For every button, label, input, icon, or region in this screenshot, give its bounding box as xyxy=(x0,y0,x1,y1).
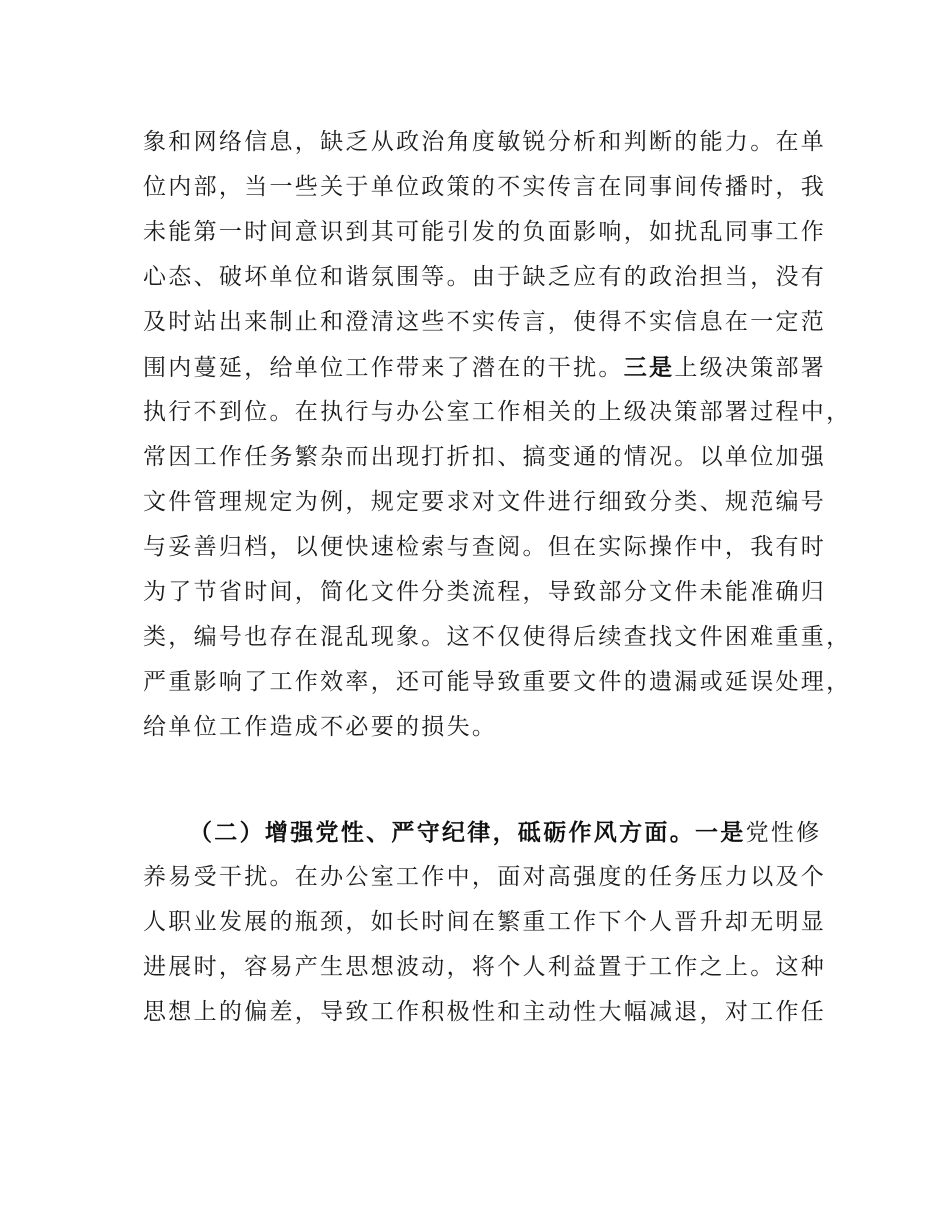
text-line xyxy=(143,345,827,390)
text-line: 严重影响了工作效率，还可能导致重要文件的遗漏或延误处理， xyxy=(143,669,852,695)
text-line: 养易受干扰。在办公室工作中，面对高强度的任务压力以及个 xyxy=(143,864,827,890)
text-line: 心态、破坏单位和谐氛围等。由于缺乏应有的政治担当，没有 xyxy=(143,264,827,290)
text-line: 进展时，容易产生思想波动，将个人利益置于工作之上。这种 xyxy=(143,954,827,980)
text-line: 给单位工作造成不必要的损失。 xyxy=(143,714,498,740)
text-line: 为了节省时间，简化文件分类流程，导致部分文件未能准确归 xyxy=(143,579,827,605)
text-line: 及时站出来制止和澄清这些不实传言，使得不实信息在一定范 xyxy=(143,309,827,335)
text-segment: 上级决策部署 xyxy=(674,355,827,381)
text-line: 未能第一时间意识到其可能引发的负面影响，如扰乱同事工作 xyxy=(143,219,827,245)
text-line: 执行不到位。在执行与办公室工作相关的上级决策部署过程中， xyxy=(143,399,852,425)
text-line xyxy=(143,810,822,855)
point-marker-three: 三是 xyxy=(623,354,675,381)
text-line: 象和网络信息，缺乏从政治角度敏锐分析和判断的能力。在单 xyxy=(143,129,827,155)
text-line: 文件管理规定为例，规定要求对文件进行细致分类、规范编号 xyxy=(143,489,827,515)
text-segment: 围内蔓延，给单位工作带来了潜在的干扰。 xyxy=(143,355,624,381)
paragraph-political-awareness xyxy=(143,120,852,750)
text-line: 常因工作任务繁杂而出现打折扣、搞变通的情况。以单位加强 xyxy=(143,444,827,470)
text-line: 思想上的偏差，导致工作积极性和主动性大幅减退，对工作任 xyxy=(143,999,827,1025)
text-line: 人职业发展的瓶颈，如长时间在繁重工作下个人晋升却无明显 xyxy=(143,909,827,935)
text-segment: 党性修 xyxy=(745,820,822,846)
text-line: 类，编号也存在混乱现象。这不仅使得后续查找文件困难重重， xyxy=(143,624,852,650)
text-line: 位内部，当一些关于单位政策的不实传言在同事间传播时，我 xyxy=(143,174,827,200)
text-line: 与妥善归档，以便快速检索与查阅。但在实际操作中，我有时 xyxy=(143,534,827,560)
section-heading: （二）增强党性、严守纪律，砥砺作风方面。一是 xyxy=(189,819,746,846)
paragraph-party-discipline xyxy=(143,810,827,1035)
